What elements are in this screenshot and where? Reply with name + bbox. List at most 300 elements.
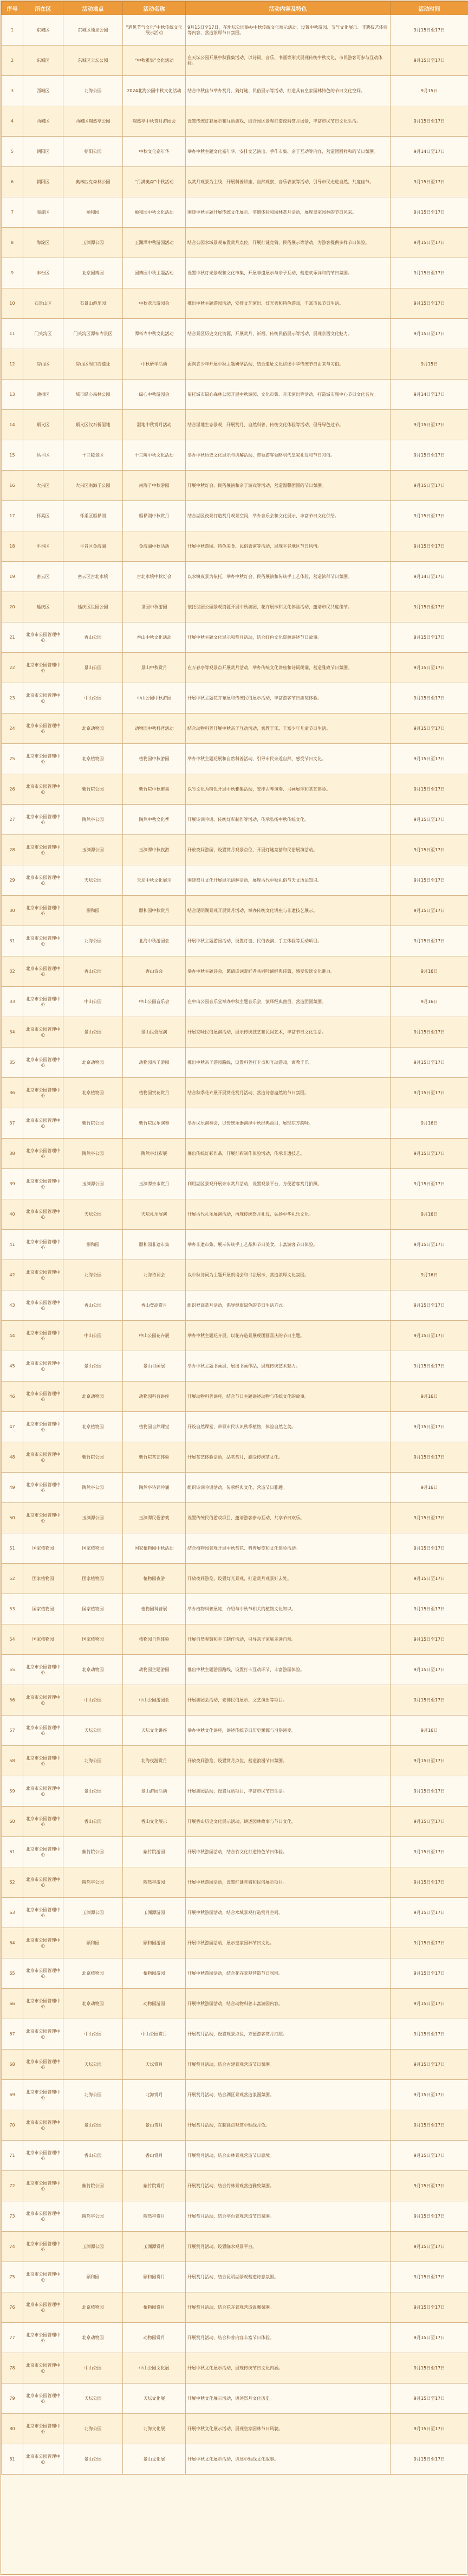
cell-time: 9月15日至17日 [391,2171,468,2201]
cell-no: 54 [2,1624,23,1655]
cell-activity-name: 香山赏月 [123,2141,186,2171]
cell-location: 奥林匹克森林公园 [63,167,123,197]
cell-time: 9月15日 [391,76,468,106]
table-row [2,1989,468,2019]
cell-location: 中山公园 [63,1321,123,1351]
cell-no: 52 [2,1564,23,1594]
cell-no: 8 [2,228,23,258]
cell-location: 香山公园 [63,2141,123,2171]
table-row [2,471,468,501]
cell-activity-name: 植物园夜游 [123,1564,186,1594]
cell-no: 70 [2,2110,23,2141]
cell-district: 北京市公园管理中心 [23,2262,63,2292]
cell-location: 中山公园 [63,683,123,714]
cell-district: 顺义区 [23,410,63,440]
table-row [2,1898,468,1928]
cell-time: 9月15日至17日 [391,1230,468,1260]
cell-no: 80 [2,2414,23,2444]
cell-location: 天坛公园 [63,2384,123,2414]
cell-no: 14 [2,410,23,440]
cell-no: 10 [2,288,23,319]
cell-content: 在中山公园音乐堂举办中秋主题音乐会，演绎经典曲目，营造团圆氛围。 [186,987,391,1017]
cell-district: 北京市公园管理中心 [23,1169,63,1199]
cell-no: 63 [2,1898,23,1928]
cell-content: 组织诗词吟诵活动，传承经典文化，营造节日雅趣。 [186,1473,391,1503]
cell-content: 在天坛公园开展中秋雅集活动，以诗词、音乐、书画等形式展现传统中秋文化，市民游客可参与互动体验。 [186,46,391,76]
cell-activity-name: 南海子中秋游园 [123,471,186,501]
table-row [2,592,468,622]
cell-activity-name: 景山游园活动 [123,1776,186,1807]
cell-activity-name: 国家植物园中秋活动 [123,1533,186,1564]
cell-content: 依托城市绿心森林公园开展中秋游园、文化市集、音乐演出等活动，打造城市副中心节日文化名片。 [186,380,391,410]
cell-location: 陶然亭公园 [63,2201,123,2232]
cell-district: 北京市公园管理中心 [23,1503,63,1533]
table-row [2,167,468,197]
cell-content: 举办中秋主题诗会，邀请诗词爱好者共同吟诵经典诗篇，感受传统文化魅力。 [186,956,391,987]
cell-time: 9月15日至17日 [391,865,468,896]
cell-content: 开放夜间游园，设置赏月观景点位，开展灯谜竞猜和民俗展演活动。 [186,835,391,865]
cell-content: 举办非遗市集，展示传统手工艺品和节日美食，丰富游客节日体验。 [186,1230,391,1260]
cell-time: 9月15日至17日 [391,2201,468,2232]
cell-no: 36 [2,1078,23,1108]
cell-time: 9月16日 [391,1716,468,1746]
cell-location: 中山公园 [63,987,123,1017]
cell-time: 9月15日至17日 [391,1928,468,1958]
cell-time: 9月16日 [391,1108,468,1139]
table-row [2,1290,468,1321]
cell-district: 北京市公园管理中心 [23,1685,63,1716]
table-row [2,410,468,440]
cell-time: 9月15日至17日 [391,1078,468,1108]
table-row [2,1503,468,1533]
table-row [2,1746,468,1776]
cell-activity-name: 动物园主题游园 [123,1655,186,1685]
cell-time: 9月15日至17日 [391,531,468,562]
cell-location: 天坛公园 [63,2050,123,2080]
table-row [2,2232,468,2262]
table-row [2,1108,468,1139]
cell-location: 密云区古北水镇 [63,562,123,592]
cell-activity-name: 香山中秋文化活动 [123,622,186,653]
cell-district: 北京市公园管理中心 [23,1260,63,1290]
cell-time: 9月16日 [391,1473,468,1503]
cell-activity-name: 紫竹院茶艺体验 [123,1442,186,1473]
cell-activity-name: 紫竹院赏月 [123,2171,186,2201]
table-row [2,622,468,653]
cell-content: 开展赏月活动，在制高点观赏中轴线月色。 [186,2110,391,2141]
cell-district: 北京市公园管理中心 [23,865,63,896]
header-name: 活动名称 [123,2,186,15]
cell-district: 北京市公园管理中心 [23,1776,63,1807]
cell-location: 香山公园 [63,956,123,987]
cell-time: 9月15日至17日 [391,1807,468,1837]
cell-activity-name: 绿心中秋游园会 [123,380,186,410]
cell-district: 西城区 [23,76,63,106]
cell-no: 56 [2,1685,23,1716]
cell-no: 43 [2,1290,23,1321]
cell-activity-name: 颐和园非遗市集 [123,1230,186,1260]
cell-location: 东城区天坛公园 [63,46,123,76]
table-row [2,1048,468,1078]
cell-district: 怀柔区 [23,501,63,531]
cell-no: 22 [2,653,23,683]
cell-no: 61 [2,1837,23,1867]
cell-location: 北海公园 [63,2414,123,2444]
table-row [2,1260,468,1290]
cell-no: 40 [2,1199,23,1230]
cell-time: 9月15日至17日 [391,1594,468,1624]
cell-district: 北京市公园管理中心 [23,1655,63,1685]
cell-location: 景山公园 [63,2444,123,2475]
table-row [2,1199,468,1230]
cell-district: 北京市公园管理中心 [23,926,63,956]
cell-district: 北京市公园管理中心 [23,1898,63,1928]
table-row [2,137,468,167]
cell-content: 开展赏月活动，结合亭台景观营造节日氛围。 [186,2201,391,2232]
table-row [2,1807,468,1837]
cell-location: 陶然亭公园 [63,805,123,835]
cell-district: 北京市公园管理中心 [23,2323,63,2353]
cell-activity-name: 天坛文化讲座 [123,1716,186,1746]
cell-time: 9月15日至17日 [391,1837,468,1867]
cell-district: 北京市公园管理中心 [23,1867,63,1898]
cell-time: 9月16日 [391,956,468,987]
cell-content: 设置中秋灯光景观和文化市集，开展非遗展示与亲子互动，营造欢乐祥和的节日氛围。 [186,258,391,288]
cell-time: 9月15日至17日 [391,2050,468,2080]
activity-table [1,1,468,2475]
cell-content: 结合湖区夜景打造赏月观景空间，举办音乐会和文化展示，丰富节日文化供给。 [186,501,391,531]
table-row [2,2444,468,2475]
cell-location: 北京植物园 [63,1078,123,1108]
cell-content: 展出传统灯彩作品，开展灯彩制作体验活动，传承非遗技艺。 [186,1139,391,1169]
cell-content: 围绕中秋主题开展传统文化展示、非遗体验和园林赏月活动，展现皇家园林的节日风采。 [186,197,391,228]
table-row [2,714,468,744]
table-row [2,380,468,410]
cell-activity-name: 景山文化展 [123,2444,186,2475]
cell-content: 开展赏月活动，结合湖区景观营造浪漫氛围。 [186,2080,391,2110]
cell-content: 设置传统民俗游戏项目，邀请游客参与互动，共享节日欢乐。 [186,1503,391,1533]
cell-no: 50 [2,1503,23,1533]
cell-location: 北京动物园 [63,1382,123,1412]
cell-activity-name: 陶然亭游园 [123,1867,186,1898]
cell-content: 开展茶艺体验活动，品茗赏月，感受传统茶文化。 [186,1442,391,1473]
cell-activity-name: 香山文化展示 [123,1807,186,1837]
cell-location: 天坛公园 [63,865,123,896]
cell-district: 昌平区 [23,440,63,471]
cell-content: 开展中秋主题花卉布展和传统民俗展示活动，丰富游客节日游览体验。 [186,683,391,714]
cell-district: 北京市公园管理中心 [23,1412,63,1442]
cell-location: 颐和园 [63,1230,123,1260]
cell-no: 58 [2,1746,23,1776]
table-row [2,288,468,319]
cell-time: 9月15日至17日 [391,805,468,835]
cell-content: 开放夜间游览，设置灯光景观，打造赏月观景好去处。 [186,1564,391,1594]
cell-activity-name: 北海诗词会 [123,1260,186,1290]
table-row [2,1473,468,1503]
cell-content: 开展赏月活动，设置观景点位，方便游客赏月拍照。 [186,2019,391,2050]
cell-location: 北海公园 [63,1746,123,1776]
cell-no: 81 [2,2444,23,2475]
table-row [2,2080,468,2110]
cell-content: 推出中秋主题游园路线，设置打卡互动环节，丰富游园体验。 [186,1655,391,1685]
cell-time: 9月15日至17日 [391,1169,468,1199]
cell-content: 结合秋季花卉展开展赏花赏月活动，营造诗意盎然的节日氛围。 [186,1078,391,1108]
cell-location: 景山公园 [63,1351,123,1382]
cell-district: 国家植物园 [23,1594,63,1624]
cell-location: 北京植物园 [63,2292,123,2323]
cell-activity-name: 动物园亲子游园 [123,1048,186,1078]
cell-no: 47 [2,1412,23,1442]
cell-time: 9月16日 [391,1382,468,1412]
header-location: 活动地点 [63,2,123,15]
cell-content: 开展赏月活动，结合竹林景观营造雅致氛围。 [186,2171,391,2201]
cell-no: 74 [2,2232,23,2262]
cell-time: 9月15日至17日 [391,1867,468,1898]
cell-district: 北京市公园管理中心 [23,2141,63,2171]
cell-content: 举办植物科普展览，介绍与中秋节相关的植物文化知识。 [186,1594,391,1624]
table-row [2,896,468,926]
cell-location: 北京动物园 [63,2323,123,2353]
cell-location: 北京动物园 [63,714,123,744]
cell-time: 9月15日至17日 [391,592,468,622]
cell-activity-name: 植物园赏花赏月 [123,1078,186,1108]
cell-activity-name: 景山赏月 [123,2110,186,2141]
cell-content: 开展诗词吟诵、传统灯彩制作等活动，传承弘扬中秋传统文化。 [186,805,391,835]
cell-time: 9月15日至17日 [391,683,468,714]
cell-activity-name: 植物园科普展 [123,1594,186,1624]
cell-activity-name: 植物园中秋游园 [123,744,186,774]
cell-time: 9月15日至17日 [391,2080,468,2110]
cell-district: 北京市公园管理中心 [23,1351,63,1382]
cell-content: 利用湖区景观开展亲水赏月活动，设置观景平台，方便游客赏月拍照。 [186,1169,391,1199]
cell-activity-name: 中秋研学活动 [123,349,186,380]
cell-location: 北京植物园 [63,744,123,774]
cell-content: 结合动物科普开展中秋亲子互动活动，寓教于乐，丰富少年儿童节日生活。 [186,714,391,744]
cell-content: 开展中秋文化展示活动，讲述中轴线文化故事。 [186,2444,391,2475]
cell-time: 9月15日至17日 [391,197,468,228]
cell-time: 9月15日 [391,349,468,380]
cell-time: 9月15日至17日 [391,288,468,319]
cell-content: 结合景区历史文化资源，开展赏月、祈福、传统民俗展示等活动，展现京西文化魅力。 [186,319,391,349]
cell-time: 9月15日至17日 [391,2384,468,2414]
cell-no: 9 [2,258,23,288]
table-row [2,2323,468,2353]
cell-activity-name: 玉渊潭赏月 [123,2232,186,2262]
cell-district: 北京市公园管理中心 [23,1928,63,1958]
cell-no: 35 [2,1048,23,1078]
cell-district: 国家植物园 [23,1564,63,1594]
cell-content: 开展中秋游园、特色美食、民俗表演等活动，展现平谷地区节日风情。 [186,531,391,562]
cell-no: 76 [2,2292,23,2323]
table-row [2,2262,468,2292]
cell-no: 44 [2,1321,23,1351]
cell-no: 49 [2,1473,23,1503]
cell-content: 开展中秋游园活动，展示皇家园林节日文化。 [186,1928,391,1958]
cell-activity-name: 香山登高赏月 [123,1290,186,1321]
cell-no: 1 [2,15,23,46]
cell-district: 北京市公园管理中心 [23,1716,63,1746]
cell-district: 密云区 [23,562,63,592]
table-row [2,653,468,683]
cell-no: 38 [2,1139,23,1169]
cell-time: 9月15日至17日 [391,1898,468,1928]
cell-time: 9月15日至17日 [391,501,468,531]
cell-activity-name: 陶然亭赏月 [123,2201,186,2232]
cell-no: 2 [2,46,23,76]
cell-activity-name: 天坛赏月 [123,2050,186,2080]
cell-district: 北京市公园管理中心 [23,805,63,835]
table-row [2,1928,468,1958]
cell-no: 77 [2,2323,23,2353]
table-row [2,1776,468,1807]
table-row [2,926,468,956]
cell-content: 开展香山历史文化展示活动，讲述园林故事与节日文化。 [186,1807,391,1837]
cell-content: 开展中秋游园活动，结合花卉景观营造节日氛围。 [186,1958,391,1989]
table-row [2,683,468,714]
cell-time: 9月15日至17日 [391,2262,468,2292]
cell-no: 33 [2,987,23,1017]
cell-location: 颐和园 [63,896,123,926]
cell-no: 46 [2,1382,23,1412]
cell-activity-name: 北海赏月 [123,2080,186,2110]
cell-content: 开展中秋游园活动，设置灯谜竞猜和民俗展示项目。 [186,1867,391,1898]
cell-location: 城市绿心森林公园 [63,380,123,410]
cell-activity-name: 动物园游园 [123,1989,186,2019]
cell-district: 北京市公园管理中心 [23,956,63,987]
cell-district: 北京市公园管理中心 [23,1230,63,1260]
cell-time: 9月15日至17日 [391,1685,468,1716]
cell-activity-name: 紫竹院游园 [123,1837,186,1867]
cell-district: 北京市公园管理中心 [23,2201,63,2232]
cell-time: 9月15日至17日 [391,714,468,744]
cell-time: 9月15日至17日 [391,1533,468,1564]
table-row [2,2201,468,2232]
cell-location: 西城区陶然亭公园 [63,106,123,137]
table-row [2,440,468,471]
cell-activity-name: 世园中秋游园 [123,592,186,622]
cell-activity-name: “中秋雅集”文化活动 [123,46,186,76]
cell-district: 北京市公园管理中心 [23,1382,63,1412]
cell-location: 国家植物园 [63,1624,123,1655]
cell-activity-name: “月满奥森”中秋活动 [123,167,186,197]
cell-time: 9月15日至17日 [391,1624,468,1655]
cell-content: 开展中秋游园活动，结合水域景观打造赏月空间。 [186,1898,391,1928]
cell-activity-name: 景山民俗展演 [123,1017,186,1048]
cell-content: 设置传统灯彩展示和互动游戏，结合园区景观打造夜间赏月场景，丰富市民节日文化生活。 [186,106,391,137]
cell-district: 北京市公园管理中心 [23,1989,63,2019]
header-no: 序号 [2,2,23,15]
cell-district: 延庆区 [23,592,63,622]
cell-activity-name: 颐和园中秋文化活动 [123,197,186,228]
cell-district: 东城区 [23,15,63,46]
cell-content: 结合植物园景观开展中秋赏花、科普展览和文化体验活动。 [186,1533,391,1564]
cell-no: 79 [2,2384,23,2414]
table-row [2,501,468,531]
cell-location: 紫竹院公园 [63,1837,123,1867]
cell-location: 北海公园 [63,2080,123,2110]
cell-no: 21 [2,622,23,653]
cell-activity-name: 湿地中秋赏月活动 [123,410,186,440]
cell-no: 78 [2,2353,23,2384]
cell-no: 6 [2,167,23,197]
table-row [2,1442,468,1473]
cell-no: 75 [2,2262,23,2292]
cell-activity-name: 紫竹院民乐演奏 [123,1108,186,1139]
table-row [2,349,468,380]
table-row [2,1594,468,1624]
cell-location: 北海公园 [63,1260,123,1290]
cell-district: 北京市公园管理中心 [23,1746,63,1776]
cell-district: 北京市公园管理中心 [23,1139,63,1169]
cell-no: 37 [2,1108,23,1139]
cell-district: 北京市公园管理中心 [23,2384,63,2414]
cell-district: 北京市公园管理中心 [23,896,63,926]
cell-district: 北京市公园管理中心 [23,622,63,653]
cell-activity-name: 陶然亭中秋赏月游园会 [123,106,186,137]
cell-district: 丰台区 [23,258,63,288]
cell-activity-name: 陶然亭诗词吟诵 [123,1473,186,1503]
cell-content: 开设自然课堂，带领市民认识秋季植物，体验自然之美。 [186,1412,391,1442]
table-row [2,2019,468,2050]
cell-district: 北京市公园管理中心 [23,1048,63,1078]
table-row [2,1351,468,1382]
cell-activity-name: 玉渊潭民俗游戏 [123,1503,186,1533]
cell-activity-name: 北海夜游赏月 [123,1746,186,1776]
cell-district: 国家植物园 [23,1624,63,1655]
cell-activity-name: 植物园游园 [123,1958,186,1989]
cell-content: 开展中秋文化展示活动，展现传统节日文化内涵。 [186,2353,391,2384]
cell-district: 北京市公园管理中心 [23,1199,63,1230]
cell-content: 组织登高赏月活动，倡导健康绿色的节日生活方式。 [186,1290,391,1321]
cell-location: 紫竹院公园 [63,774,123,805]
cell-no: 24 [2,714,23,744]
cell-activity-name: 玉渊潭中秋游园活动 [123,228,186,258]
cell-no: 25 [2,744,23,774]
cell-no: 28 [2,835,23,865]
cell-no: 59 [2,1776,23,1807]
cell-content: 依托世园公园景观资源开展中秋游园、花卉展示和文化体验活动，邀请市民共度佳节。 [186,592,391,622]
cell-time: 9月15日至17日 [391,106,468,137]
cell-time: 9月15日至17日 [391,1655,468,1685]
table-header-row [2,2,468,15]
cell-district: 北京市公园管理中心 [23,2414,63,2444]
cell-no: 62 [2,1867,23,1898]
cell-time: 9月15日至17日 [391,228,468,258]
table-row [2,2141,468,2171]
cell-activity-name: 园博园中秋主题活动 [123,258,186,288]
cell-content: 以竹文化为特色开展中秋雅集活动，安排古琴演奏、书画展示和茶艺体验。 [186,774,391,805]
cell-no: 42 [2,1260,23,1290]
cell-time: 9月14日至17日 [391,137,468,167]
table-row [2,774,468,805]
table-row [2,531,468,562]
table-row [2,1564,468,1594]
cell-district: 通州区 [23,380,63,410]
cell-location: 北京植物园 [63,1958,123,1989]
cell-content: 结合公园水域景观布置赏月点位，开展灯谜竞猜、民俗展示等活动，为游客提供多样节日体验。 [186,228,391,258]
cell-no: 4 [2,106,23,137]
cell-time: 9月15日至17日 [391,1290,468,1321]
cell-no: 69 [2,2080,23,2110]
cell-location: 紫竹院公园 [63,1442,123,1473]
cell-district: 北京市公园管理中心 [23,744,63,774]
cell-time: 9月15日至17日 [391,471,468,501]
table-row [2,46,468,76]
cell-no: 53 [2,1594,23,1624]
cell-no: 31 [2,926,23,956]
table-row [2,956,468,987]
cell-time: 9月15日至17日 [391,1503,468,1533]
